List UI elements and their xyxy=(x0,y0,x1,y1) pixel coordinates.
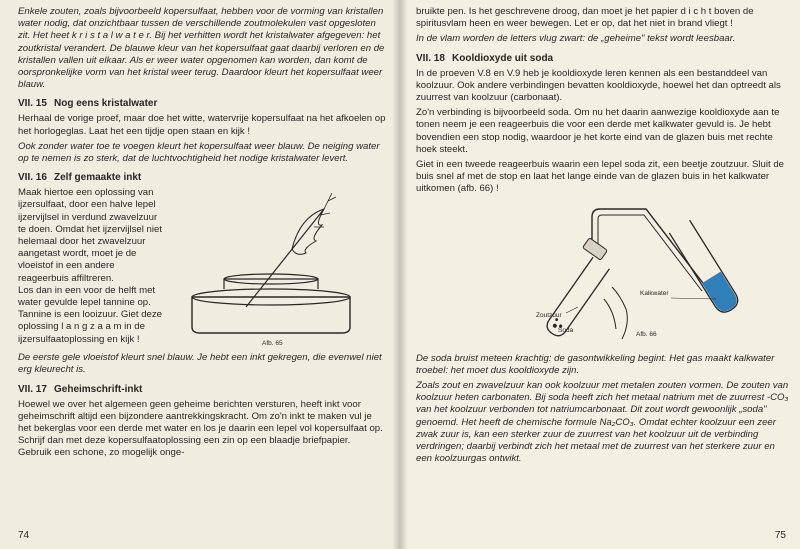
intro-paragraph: Enkele zouten, zoals bijvoorbeeld kopersulfaat, hebben voor de vorming van kristallen water nodig, dat onzichtbaar tussen de verschillende zoutmolekulen vast opgesloten zit. Het heet k r i s t a l w a t e r. Bij het verhitten wordt het kristalwater afgegeven: het zoutkristal verandert. De blauwe kleur van het kopersulfaat gaat daarbij verloren en de kristallen vallen uit elkaar. Als er weer water opgenomen kan worden, dan komt de oorspronkelijke vorm van het kristal weer terug. Daardoor kleurt het kopersulfaat weer blauw. xyxy=(18,6,385,91)
s16-paragraph-2: Los dan in een voor de helft met water gevulde lepel tannine op. Tannine is een looizuur. Giet deze oplossing l a n g z a a m in de ijzersulfaatoplossing en kijk ! xyxy=(18,284,162,345)
figure-66-caption: Afb. 66 xyxy=(636,330,657,338)
section-heading-vii18 xyxy=(416,53,790,65)
label-kalkwater: Kalkwater xyxy=(640,289,669,297)
result-paragraph: In de vlam worden de letters vlug zwart: de „geheime" tekst wordt leesbaar. xyxy=(416,33,736,45)
section-number: VII. 15 xyxy=(18,98,47,110)
s16-text-column xyxy=(18,187,166,352)
figure-65-inkwell xyxy=(174,187,386,352)
s16-text-figure xyxy=(18,187,386,352)
s18-paragraph-1: In de proeven V.8 en V.9 heb je kooldioxyde leren kennen als een bestanddeel van koolzuur. Ook andere verbindingen bevatten kooldioxyde, hoewel het dan optreedt als zuurrest van koolzuur (carbonaat). xyxy=(416,67,781,104)
section-number: VII. 17 xyxy=(18,383,47,395)
s15-paragraph-1: Herhaal de vorige proef, maar doe het witte, watervrije kopersulfaat na het afkoelen op het horlogeglas. Laat het een tijdje open staan en kijk ! xyxy=(18,113,386,137)
continuation-paragraph: bruikte pen. Is het geschrevene droog, dan moet je het papier d i c h t boven de spiritusvlam heen en weer bewegen. Let er op, dat het niet in brand vliegt ! xyxy=(416,6,754,30)
test-tubes-illustration xyxy=(416,199,786,349)
page-number-right: 75 xyxy=(774,530,786,541)
page-right xyxy=(400,0,800,549)
label-soda: Soda xyxy=(558,326,574,334)
section-title: Kooldioxyde uit soda xyxy=(452,52,554,64)
section-heading-vii17 xyxy=(18,384,386,396)
section-title: Nog eens kristalwater xyxy=(54,98,158,110)
section-heading-vii15 xyxy=(18,98,386,110)
s18-paragraph-2: Zo'n verbinding is bijvoorbeeld soda. Om nu het daarin aanwezige kooldioxyde aan te tonen neem je een reageerbuis die voor een derde met kalkwater gevuld is. Je hebt bovendien een stop nodig, waardoor je het korte eind van de glazen buis met rechte hoek steekt. xyxy=(416,107,780,155)
figure-65-caption: Afb. 65 xyxy=(262,340,283,348)
page-number-left: 74 xyxy=(18,530,30,541)
inkwell-quill-illustration xyxy=(174,187,384,347)
section-number: VII. 16 xyxy=(18,172,47,184)
s18-paragraph-4: De soda bruist meteen krachtig: de gasontwikkeling begint. Het gas maakt kalkwater troebel: het moet dus kooldioxyde zijn. xyxy=(416,352,775,376)
figure-66-apparatus xyxy=(416,199,790,349)
s16-paragraph-3: De eerste gele vloeistof kleurt snel blauw. Je hebt een inkt gekregen, die evenwel niet erg kleurecht is. xyxy=(18,352,382,376)
s17-paragraph-1: Hoewel we over het algemeen geen geheime berichten versturen, heeft inkt voor geheimschrift altijd een bijzondere aantrekkingskracht. Om zo'n inkt te maken vul je het bekerglas voor een derde met water en los je daarin een lepel vol kopersulfaat op. Schrijf dan met deze kopersulfaatoplossing een zin op een blaadje briefpapier. Gebruik een schone, zo mogelijk onge- xyxy=(18,398,383,459)
section-title: Geheimschrift-inkt xyxy=(54,383,143,395)
section-number: VII. 18 xyxy=(416,52,445,64)
s16-paragraph-1: Maak hiertoe een oplossing van ijzersulfaat, door een halve lepel ijzervijlsel in verdund zwavelzuur te doen. Omdat het ijzervijlsel niet helemaal door het zwavelzuur aangetast wordt, moet je de vloeistof in een andere reageerbuis affiltreren. xyxy=(18,187,162,284)
s18-paragraph-3: Giet in een tweede reageerbuis waarin een lepel soda zit, een beetje zoutzuur. Sluit de buis snel af met de stop en laat het lange einde van de glazen buis in het kalkwater uitkomen (afb. 66) ! xyxy=(416,159,785,195)
s18-paragraph-5: Zoals zout en zwavelzuur kan ook koolzuur met metalen zouten vormen. De zouten van koolzuur heten carbonaten. Bij soda heeft zich het metaal natrium met de zuurrest -CO₃ van het koolzuur verbonden tot natriumcarbonaat. Dit zout wordt gewoonlijk „soda" genoemd. Het heeft de chemische formule Na₂CO₃. Omdat echter koolzuur een zeer zwak zuur is, kan een sterker zuur de zuurrest van het koolzuur uit de verbinding verdringen; daarbij verbindt zich het metaal met de zuurrest van het sterkere zuur en een koolzuurgas ontwikt. xyxy=(416,380,789,465)
section-heading-vii16 xyxy=(18,172,386,184)
label-zoutzuur: Zoutzuur xyxy=(536,311,562,319)
section-title: Zelf gemaakte inkt xyxy=(54,172,142,184)
s15-paragraph-2: Ook zonder water toe te voegen kleurt het kopersulfaat weer blauw. De neiging water op te nemen is zo sterk, dat de luchtvochtigheid het nodige kristalwater levert. xyxy=(18,140,380,165)
